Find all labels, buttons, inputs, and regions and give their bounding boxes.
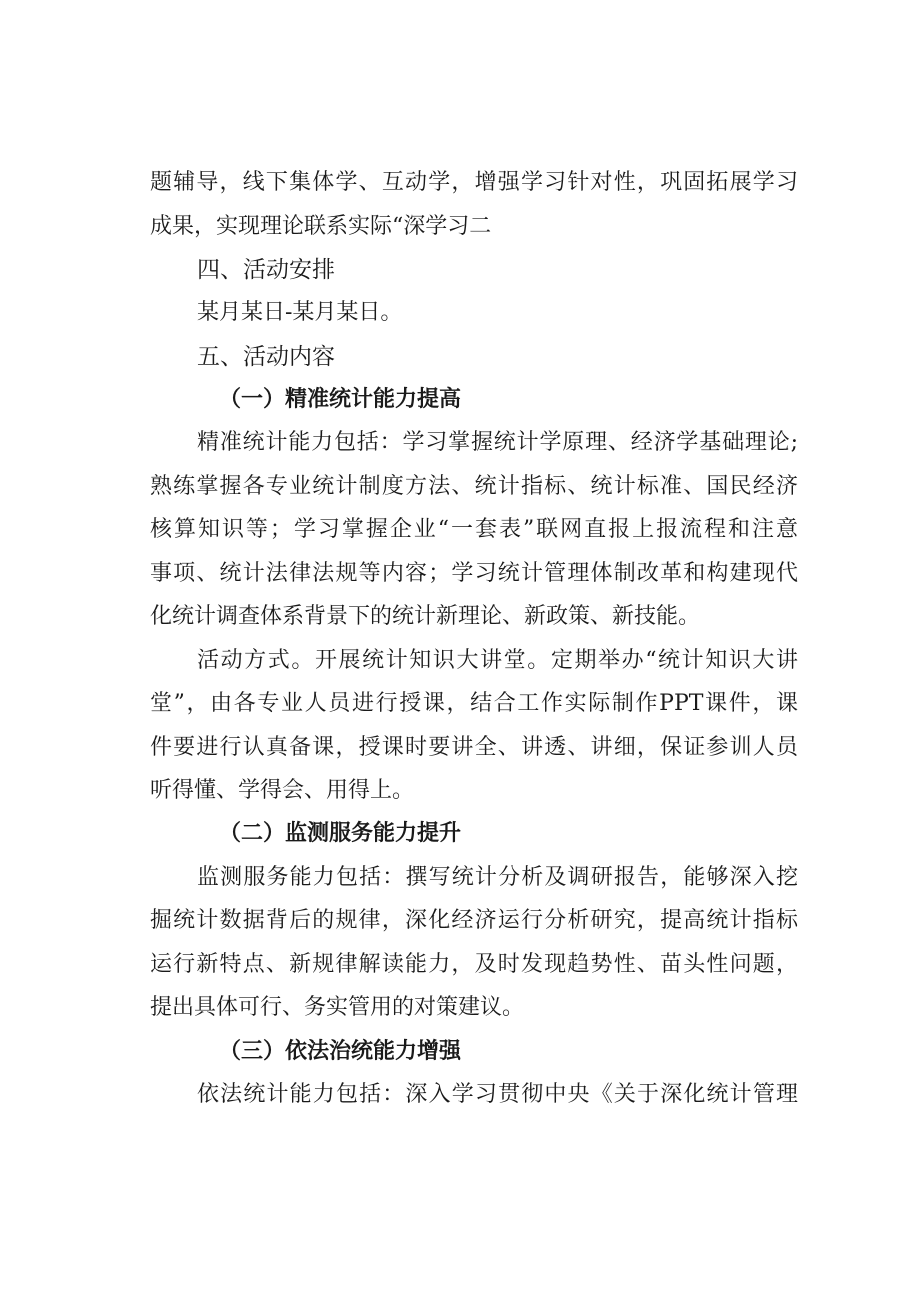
subsection-3-heading: （三）依法治统能力增强 bbox=[219, 1039, 462, 1064]
sub1-para1-line-4: 事项、统计法律法规等内容；学习统计管理体制改革和构建现代 bbox=[150, 561, 798, 586]
sub1-para2-line-2: 堂”，由各专业人员进行授课，结合工作实际制作PPT课件，课 bbox=[150, 691, 798, 716]
sub2-para1-line-3: 运行新特点、新规律解读能力，及时发现趋势性、苗头性问题， bbox=[150, 952, 798, 977]
sub1-para2-line-1: 活动方式。开展统计知识大讲堂。定期举办“统计知识大讲 bbox=[197, 648, 798, 673]
sub2-para1-line-1: 监测服务能力包括：撰写统计分析及调研报告，能够深入挖 bbox=[197, 865, 798, 890]
section-4-heading: 四、活动安排 bbox=[197, 257, 335, 283]
subsection-2-heading: （二）监测服务能力提升 bbox=[219, 821, 462, 846]
intro-line-2: 成果，实现理论联系实际“深学习二 bbox=[150, 214, 492, 239]
sub1-para2-line-3: 件要进行认真备课，授课时要讲全、讲透、讲细，保证参训人员 bbox=[150, 735, 798, 760]
section-4-text: 某月某日-某月某日。 bbox=[197, 300, 403, 325]
sub1-para1-line-3: 核算知识等；学习掌握企业“一套表”联网直报上报流程和注意 bbox=[150, 517, 798, 542]
sub1-para2-line-4: 听得懂、学得会、用得上。 bbox=[150, 778, 415, 803]
sub1-para1-line-5: 化统计调查体系背景下的统计新理论、新政策、新技能。 bbox=[150, 604, 701, 629]
subsection-1-heading: （一）精准统计能力提高 bbox=[219, 387, 462, 412]
section-5-heading: 五、活动内容 bbox=[197, 344, 335, 370]
intro-line-1: 题辅导，线下集体学、互动学，增强学习针对性，巩固拓展学习 bbox=[150, 170, 798, 195]
sub3-para1-line-1: 依法统计能力包括：深入学习贯彻中央《关于深化统计管理 bbox=[197, 1082, 798, 1107]
sub2-para1-line-2: 掘统计数据背后的规律，深化经济运行分析研究，提高统计指标 bbox=[150, 908, 798, 933]
sub2-para1-line-4: 提出具体可行、务实管用的对策建议。 bbox=[150, 995, 525, 1020]
sub1-para1-line-2: 熟练掌握各专业统计制度方法、统计指标、统计标准、国民经济 bbox=[150, 474, 798, 499]
sub1-para1-line-1: 精准统计能力包括：学习掌握统计学原理、经济学基础理论; bbox=[197, 430, 798, 455]
